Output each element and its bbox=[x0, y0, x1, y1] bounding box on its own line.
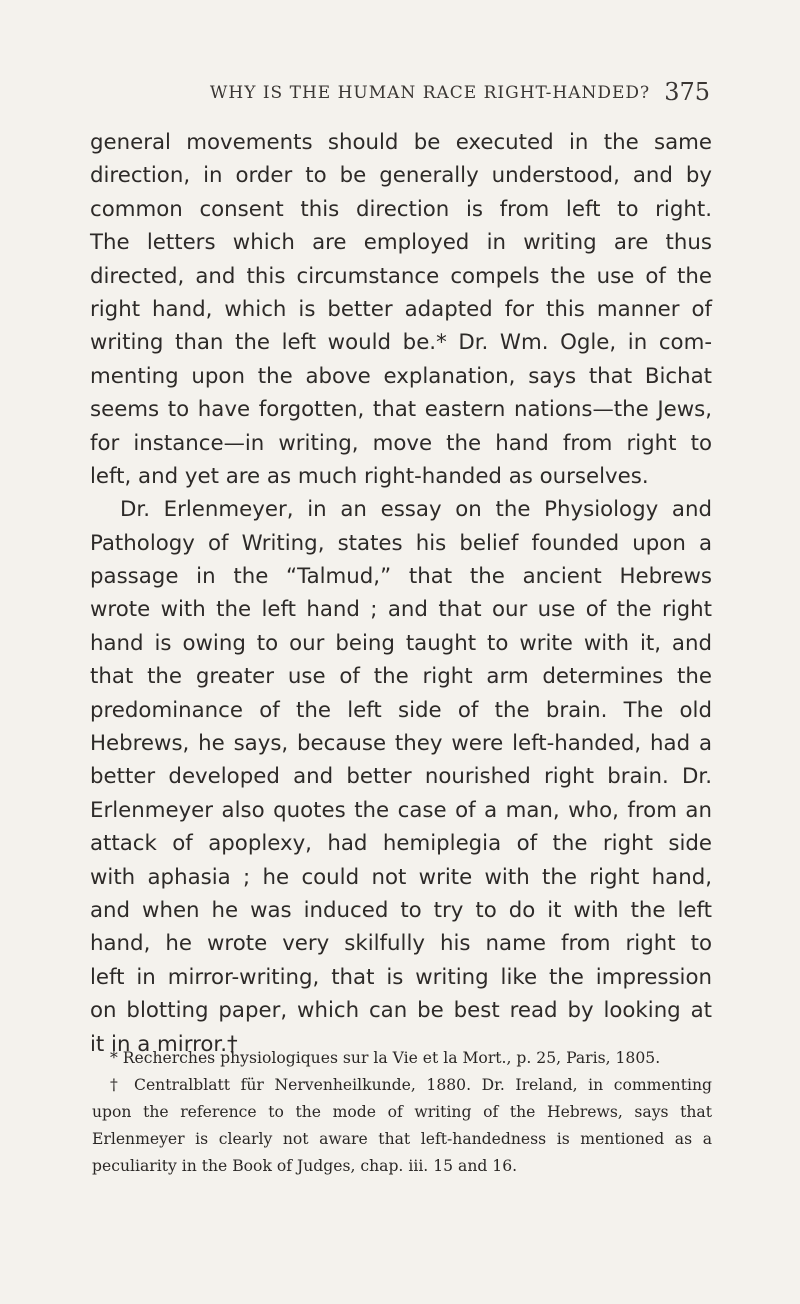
text-line: predominance of the left side of the brain. The old bbox=[90, 697, 712, 723]
text-line: wrote with the left hand ; and that our use of the right bbox=[90, 597, 712, 623]
text-line: on blotting paper, which can be best read by looking at bbox=[90, 998, 712, 1024]
text-line: hand is owing to our being taught to write with it, and bbox=[90, 630, 712, 656]
text-line: directed, and this circumstance compels the use of the bbox=[90, 263, 712, 289]
text-line: hand, he wrote very skilfully his name from right to bbox=[90, 931, 712, 957]
footnotes bbox=[92, 1045, 712, 1180]
text-line: for instance—in writing, move the hand from right to bbox=[90, 430, 712, 456]
footnote-line: * Recherches physiologiques sur la Vie et la Mort., p. 25, Paris, 1805. bbox=[110, 1049, 661, 1067]
body-text bbox=[90, 126, 712, 1061]
text-line: common consent this direction is from left to right. bbox=[90, 196, 712, 222]
text-line: passage in the “Talmud,” that the ancient Hebrews bbox=[90, 564, 712, 590]
text-line: with aphasia ; he could not write with the right hand, bbox=[90, 864, 712, 890]
text-line: Pathology of Writing, states his belief founded upon a bbox=[90, 530, 712, 556]
footnote-line: Erlenmeyer is clearly not aware that left-handedness is mentioned as a bbox=[92, 1130, 712, 1148]
text-line: and when he was induced to try to do it with the left bbox=[90, 897, 712, 923]
text-line: it in a mirror.† bbox=[90, 1031, 238, 1057]
text-line: attack of apoplexy, had hemiplegia of the right side bbox=[90, 831, 712, 857]
text-line: seems to have forgotten, that eastern nations—the Jews, bbox=[90, 397, 712, 423]
text-line: that the greater use of the right arm determines the bbox=[90, 664, 712, 690]
text-line: Hebrews, he says, because they were left-handed, had a bbox=[90, 731, 712, 757]
text-line: Erlenmeyer also quotes the case of a man, who, from an bbox=[90, 797, 712, 823]
footnote-line: † Centralblatt für Nervenheilkunde, 1880. Dr. Ireland, in commenting bbox=[110, 1076, 712, 1094]
footnote-line: peculiarity in the Book of Judges, chap. iii. 15 and 16. bbox=[92, 1157, 518, 1175]
text-line: menting upon the above explanation, says that Bichat bbox=[90, 363, 712, 389]
text-line: direction, in order to be generally understood, and by bbox=[90, 163, 712, 189]
text-line: left, and yet are as much right-handed as ourselves. bbox=[90, 463, 649, 489]
text-line: right hand, which is better adapted for this manner of bbox=[90, 296, 712, 322]
text-line: left in mirror-writing, that is writing like the impression bbox=[90, 964, 712, 990]
text-line: writing than the left would be.* Dr. Wm. Ogle, in com- bbox=[90, 330, 712, 356]
text-line: better developed and better nourished right brain. Dr. bbox=[90, 764, 712, 790]
running-head bbox=[90, 78, 710, 106]
footnote-line: upon the reference to the mode of writing of the Hebrews, says that bbox=[92, 1103, 712, 1121]
text-line: general movements should be executed in the same bbox=[90, 130, 712, 155]
text-line: Dr. Erlenmeyer, in an essay on the Physiology and bbox=[120, 497, 712, 523]
text-line: The letters which are employed in writing are thus bbox=[90, 230, 712, 256]
running-head-title: WHY IS THE HUMAN RACE RIGHT-HANDED? bbox=[209, 83, 651, 103]
page-number: 375 bbox=[664, 78, 710, 106]
